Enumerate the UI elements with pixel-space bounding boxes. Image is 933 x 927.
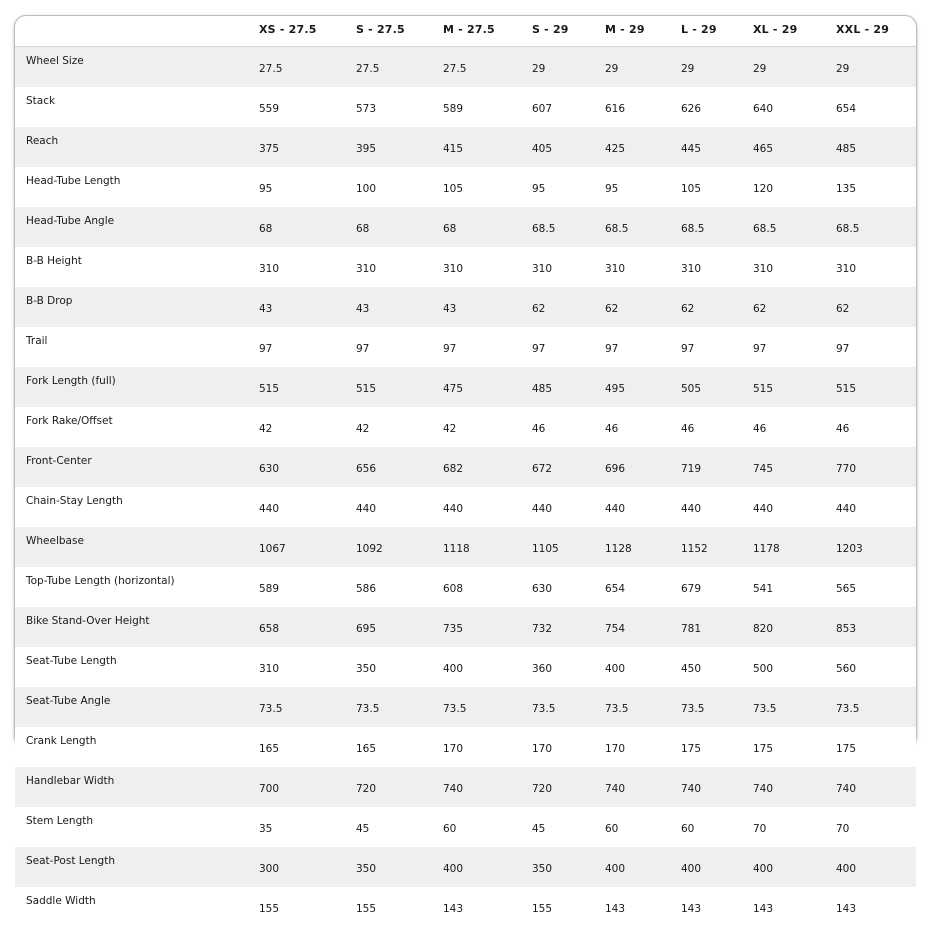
row-label: Wheelbase	[15, 527, 259, 567]
table-cell: 589	[443, 87, 532, 127]
table-cell: 740	[753, 767, 836, 807]
table-cell: 135	[836, 167, 916, 207]
table-cell: 400	[443, 847, 532, 887]
row-label: Stem Length	[15, 807, 259, 847]
table-cell: 515	[753, 367, 836, 407]
table-cell: 97	[443, 327, 532, 367]
table-cell: 485	[532, 367, 605, 407]
table-cell: 170	[532, 727, 605, 767]
table-cell: 175	[836, 727, 916, 767]
size-header-6: XL - 29	[753, 16, 836, 47]
table-cell: 62	[605, 287, 681, 327]
table-cell: 27.5	[443, 47, 532, 88]
table-row	[15, 447, 916, 487]
table-cell: 29	[605, 47, 681, 88]
table-cell: 781	[681, 607, 753, 647]
row-label: Fork Length (full)	[15, 367, 259, 407]
table-row	[15, 687, 916, 727]
size-header-4: M - 29	[605, 16, 681, 47]
table-cell: 46	[836, 407, 916, 447]
row-label: Stack	[15, 87, 259, 127]
size-header-7: XXL - 29	[836, 16, 916, 47]
table-cell: 46	[681, 407, 753, 447]
table-cell: 29	[532, 47, 605, 88]
table-cell: 475	[443, 367, 532, 407]
table-cell: 440	[532, 487, 605, 527]
table-cell: 607	[532, 87, 605, 127]
table-row	[15, 887, 916, 927]
row-label: Reach	[15, 127, 259, 167]
table-cell: 165	[259, 727, 356, 767]
table-row	[15, 807, 916, 847]
table-cell: 42	[259, 407, 356, 447]
size-header-3: S - 29	[532, 16, 605, 47]
table-cell: 440	[356, 487, 443, 527]
table-cell: 42	[443, 407, 532, 447]
row-label: Top-Tube Length (horizontal)	[15, 567, 259, 607]
table-cell: 29	[753, 47, 836, 88]
table-cell: 350	[356, 647, 443, 687]
table-cell: 656	[356, 447, 443, 487]
table-cell: 97	[681, 327, 753, 367]
table-header	[15, 16, 916, 47]
table-cell: 586	[356, 567, 443, 607]
table-cell: 60	[443, 807, 532, 847]
table-cell: 43	[443, 287, 532, 327]
table-cell: 97	[605, 327, 681, 367]
table-cell: 68	[259, 207, 356, 247]
table-cell: 440	[753, 487, 836, 527]
table-cell: 43	[356, 287, 443, 327]
table-cell: 43	[259, 287, 356, 327]
table-cell: 400	[605, 847, 681, 887]
table-cell: 95	[259, 167, 356, 207]
table-cell: 395	[356, 127, 443, 167]
table-cell: 350	[532, 847, 605, 887]
table-cell: 155	[356, 887, 443, 927]
table-cell: 415	[443, 127, 532, 167]
table-cell: 310	[836, 247, 916, 287]
table-cell: 405	[532, 127, 605, 167]
table-cell: 120	[753, 167, 836, 207]
table-cell: 95	[605, 167, 681, 207]
table-cell: 400	[605, 647, 681, 687]
table-row	[15, 607, 916, 647]
table-cell: 565	[836, 567, 916, 607]
row-label: Head-Tube Angle	[15, 207, 259, 247]
table-row	[15, 527, 916, 567]
table-cell: 400	[836, 847, 916, 887]
table-cell: 732	[532, 607, 605, 647]
geometry-table-container	[14, 15, 917, 747]
table-cell: 1118	[443, 527, 532, 567]
row-label: Trail	[15, 327, 259, 367]
row-label: B-B Drop	[15, 287, 259, 327]
table-row	[15, 647, 916, 687]
table-row	[15, 287, 916, 327]
table-row	[15, 847, 916, 887]
table-cell: 42	[356, 407, 443, 447]
table-cell: 46	[605, 407, 681, 447]
table-cell: 719	[681, 447, 753, 487]
row-label: Handlebar Width	[15, 767, 259, 807]
table-cell: 29	[681, 47, 753, 88]
table-cell: 740	[681, 767, 753, 807]
table-row	[15, 767, 916, 807]
row-label: Seat-Post Length	[15, 847, 259, 887]
table-row	[15, 167, 916, 207]
table-cell: 640	[753, 87, 836, 127]
table-cell: 740	[605, 767, 681, 807]
table-cell: 515	[356, 367, 443, 407]
row-label: Bike Stand-Over Height	[15, 607, 259, 647]
table-cell: 73.5	[259, 687, 356, 727]
table-cell: 440	[443, 487, 532, 527]
table-cell: 735	[443, 607, 532, 647]
table-cell: 310	[259, 247, 356, 287]
size-header-2: M - 27.5	[443, 16, 532, 47]
row-label: Chain-Stay Length	[15, 487, 259, 527]
table-row	[15, 87, 916, 127]
table-cell: 630	[532, 567, 605, 607]
table-cell: 310	[753, 247, 836, 287]
table-cell: 672	[532, 447, 605, 487]
row-label: Fork Rake/Offset	[15, 407, 259, 447]
table-cell: 573	[356, 87, 443, 127]
table-cell: 143	[443, 887, 532, 927]
table-cell: 654	[836, 87, 916, 127]
table-row	[15, 327, 916, 367]
size-header-1: S - 27.5	[356, 16, 443, 47]
header-corner-cell	[15, 16, 259, 47]
geometry-table	[15, 16, 916, 927]
table-cell: 60	[681, 807, 753, 847]
table-cell: 589	[259, 567, 356, 607]
table-row	[15, 367, 916, 407]
table-cell: 1178	[753, 527, 836, 567]
row-label: Crank Length	[15, 727, 259, 767]
table-cell: 300	[259, 847, 356, 887]
table-cell: 310	[443, 247, 532, 287]
table-cell: 740	[443, 767, 532, 807]
table-cell: 73.5	[605, 687, 681, 727]
table-cell: 440	[836, 487, 916, 527]
table-cell: 310	[532, 247, 605, 287]
table-cell: 70	[836, 807, 916, 847]
table-cell: 143	[605, 887, 681, 927]
table-cell: 68	[443, 207, 532, 247]
table-cell: 73.5	[356, 687, 443, 727]
table-cell: 400	[753, 847, 836, 887]
table-cell: 445	[681, 127, 753, 167]
table-cell: 400	[443, 647, 532, 687]
table-cell: 682	[443, 447, 532, 487]
table-cell: 425	[605, 127, 681, 167]
table-cell: 27.5	[259, 47, 356, 88]
table-cell: 62	[681, 287, 753, 327]
table-row	[15, 567, 916, 607]
table-cell: 46	[753, 407, 836, 447]
table-row	[15, 407, 916, 447]
table-cell: 541	[753, 567, 836, 607]
table-cell: 440	[259, 487, 356, 527]
table-cell: 62	[753, 287, 836, 327]
table-cell: 505	[681, 367, 753, 407]
table-cell: 105	[681, 167, 753, 207]
table-cell: 310	[259, 647, 356, 687]
table-cell: 68.5	[836, 207, 916, 247]
table-cell: 679	[681, 567, 753, 607]
table-cell: 45	[532, 807, 605, 847]
table-cell: 97	[259, 327, 356, 367]
table-cell: 70	[753, 807, 836, 847]
table-cell: 1128	[605, 527, 681, 567]
table-cell: 515	[836, 367, 916, 407]
table-cell: 695	[356, 607, 443, 647]
table-cell: 400	[681, 847, 753, 887]
row-label: Seat-Tube Length	[15, 647, 259, 687]
table-cell: 310	[356, 247, 443, 287]
table-cell: 97	[532, 327, 605, 367]
table-body	[15, 47, 916, 927]
table-cell: 68	[356, 207, 443, 247]
table-cell: 1152	[681, 527, 753, 567]
table-cell: 440	[681, 487, 753, 527]
table-row	[15, 207, 916, 247]
table-cell: 97	[753, 327, 836, 367]
table-cell: 1067	[259, 527, 356, 567]
table-cell: 165	[356, 727, 443, 767]
table-cell: 143	[681, 887, 753, 927]
table-cell: 310	[681, 247, 753, 287]
table-cell: 73.5	[532, 687, 605, 727]
table-cell: 155	[259, 887, 356, 927]
table-cell: 97	[836, 327, 916, 367]
table-cell: 696	[605, 447, 681, 487]
table-cell: 155	[532, 887, 605, 927]
table-cell: 62	[532, 287, 605, 327]
row-label: Wheel Size	[15, 47, 259, 88]
table-cell: 853	[836, 607, 916, 647]
table-cell: 360	[532, 647, 605, 687]
table-cell: 630	[259, 447, 356, 487]
table-cell: 515	[259, 367, 356, 407]
table-cell: 1105	[532, 527, 605, 567]
table-cell: 143	[836, 887, 916, 927]
table-cell: 175	[753, 727, 836, 767]
table-row	[15, 47, 916, 88]
row-label: Head-Tube Length	[15, 167, 259, 207]
table-cell: 27.5	[356, 47, 443, 88]
table-cell: 68.5	[753, 207, 836, 247]
table-cell: 68.5	[532, 207, 605, 247]
table-cell: 560	[836, 647, 916, 687]
table-cell: 740	[836, 767, 916, 807]
table-cell: 97	[356, 327, 443, 367]
table-cell: 720	[356, 767, 443, 807]
table-cell: 29	[836, 47, 916, 88]
table-cell: 375	[259, 127, 356, 167]
table-cell: 720	[532, 767, 605, 807]
table-cell: 700	[259, 767, 356, 807]
table-cell: 170	[443, 727, 532, 767]
table-cell: 450	[681, 647, 753, 687]
table-cell: 46	[532, 407, 605, 447]
table-row	[15, 487, 916, 527]
table-cell: 770	[836, 447, 916, 487]
size-header-0: XS - 27.5	[259, 16, 356, 47]
table-cell: 143	[753, 887, 836, 927]
table-cell: 626	[681, 87, 753, 127]
table-cell: 175	[681, 727, 753, 767]
table-cell: 745	[753, 447, 836, 487]
table-cell: 485	[836, 127, 916, 167]
table-cell: 608	[443, 567, 532, 607]
table-cell: 68.5	[681, 207, 753, 247]
table-cell: 170	[605, 727, 681, 767]
table-cell: 1203	[836, 527, 916, 567]
table-cell: 495	[605, 367, 681, 407]
table-cell: 465	[753, 127, 836, 167]
table-cell: 95	[532, 167, 605, 207]
table-cell: 754	[605, 607, 681, 647]
row-label: Front-Center	[15, 447, 259, 487]
table-cell: 73.5	[753, 687, 836, 727]
table-cell: 658	[259, 607, 356, 647]
table-cell: 73.5	[836, 687, 916, 727]
row-label: Seat-Tube Angle	[15, 687, 259, 727]
table-cell: 559	[259, 87, 356, 127]
size-header-5: L - 29	[681, 16, 753, 47]
table-row	[15, 727, 916, 767]
table-cell: 1092	[356, 527, 443, 567]
table-cell: 60	[605, 807, 681, 847]
table-row	[15, 127, 916, 167]
table-cell: 100	[356, 167, 443, 207]
row-label: B-B Height	[15, 247, 259, 287]
table-cell: 105	[443, 167, 532, 207]
table-row	[15, 247, 916, 287]
header-row	[15, 16, 916, 47]
table-cell: 62	[836, 287, 916, 327]
table-cell: 440	[605, 487, 681, 527]
table-cell: 35	[259, 807, 356, 847]
table-cell: 500	[753, 647, 836, 687]
table-cell: 73.5	[681, 687, 753, 727]
table-cell: 68.5	[605, 207, 681, 247]
row-label: Saddle Width	[15, 887, 259, 927]
table-cell: 350	[356, 847, 443, 887]
table-cell: 310	[605, 247, 681, 287]
table-cell: 45	[356, 807, 443, 847]
table-cell: 73.5	[443, 687, 532, 727]
table-cell: 820	[753, 607, 836, 647]
table-cell: 616	[605, 87, 681, 127]
table-cell: 654	[605, 567, 681, 607]
